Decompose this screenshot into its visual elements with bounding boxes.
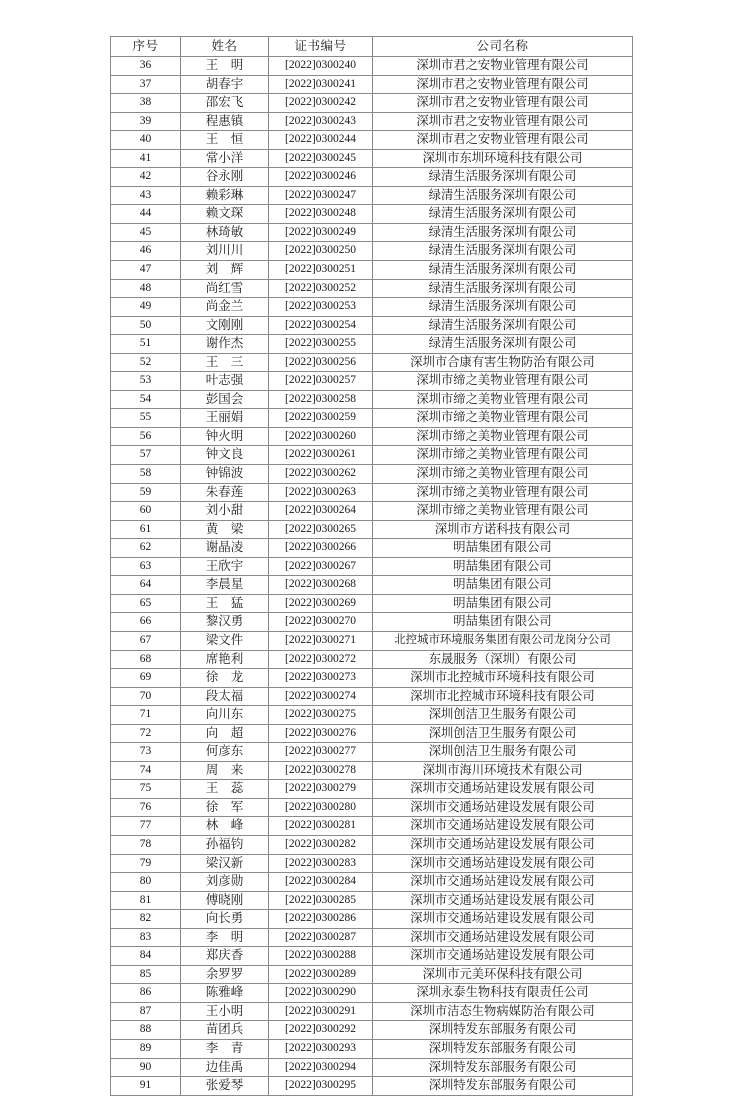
cell-person-name: 朱春莲 [181,483,269,502]
cell-company-name: 深圳市北控城市环境科技有限公司 [373,687,633,706]
column-header-name: 姓名 [181,37,269,57]
cell-sequence-number: 67 [111,631,181,650]
cell-sequence-number: 37 [111,75,181,94]
cell-company-name: 绿清生活服务深圳有限公司 [373,261,633,280]
cell-certificate-number: [2022]0300276 [269,724,373,743]
cell-person-name: 孙福钧 [181,835,269,854]
cell-company-name: 深圳市交通场站建设发展有限公司 [373,910,633,929]
cell-sequence-number: 48 [111,279,181,298]
table-row [111,984,633,1003]
cell-sequence-number: 63 [111,557,181,576]
cell-company-name: 深圳特发东部服务有限公司 [373,1039,633,1058]
table-row [111,780,633,799]
cell-company-name: 深圳市君之安物业管理有限公司 [373,131,633,150]
cell-person-name: 邵宏飞 [181,94,269,113]
cell-sequence-number: 76 [111,798,181,817]
table-row [111,669,633,688]
cell-sequence-number: 40 [111,131,181,150]
cell-company-name: 深圳市交通场站建设发展有限公司 [373,854,633,873]
cell-person-name: 席艳利 [181,650,269,669]
table-row [111,650,633,669]
cell-company-name: 深圳市交通场站建设发展有限公司 [373,891,633,910]
table-row [111,75,633,94]
cell-person-name: 向 超 [181,724,269,743]
cell-sequence-number: 36 [111,57,181,76]
cell-company-name: 明喆集团有限公司 [373,613,633,632]
table-row [111,687,633,706]
cell-company-name: 深圳市缔之美物业管理有限公司 [373,483,633,502]
cell-person-name: 尚红雪 [181,279,269,298]
cell-sequence-number: 66 [111,613,181,632]
cell-company-name: 深圳市北控城市环境科技有限公司 [373,669,633,688]
cell-company-name: 深圳市缔之美物业管理有限公司 [373,465,633,484]
table-row [111,94,633,113]
cell-person-name: 向川东 [181,706,269,725]
cell-certificate-number: [2022]0300273 [269,669,373,688]
cell-sequence-number: 39 [111,112,181,131]
cell-certificate-number: [2022]0300271 [269,631,373,650]
cell-sequence-number: 38 [111,94,181,113]
cell-person-name: 谷永刚 [181,168,269,187]
cell-company-name: 深圳市缔之美物业管理有限公司 [373,446,633,465]
cell-person-name: 赖彩琳 [181,186,269,205]
cell-company-name: 深圳创洁卫生服务有限公司 [373,743,633,762]
cell-certificate-number: [2022]0300255 [269,335,373,354]
cell-company-name: 深圳市缔之美物业管理有限公司 [373,502,633,521]
table-row [111,724,633,743]
cell-person-name: 张爱琴 [181,1077,269,1096]
cell-certificate-number: [2022]0300272 [269,650,373,669]
cell-person-name: 梁汉新 [181,854,269,873]
cell-company-name: 绿清生活服务深圳有限公司 [373,223,633,242]
table-row [111,409,633,428]
cell-person-name: 林 峰 [181,817,269,836]
cell-sequence-number: 58 [111,465,181,484]
cell-certificate-number: [2022]0300262 [269,465,373,484]
cell-company-name: 深圳市海川环境技术有限公司 [373,761,633,780]
cell-company-name: 深圳市交通场站建设发展有限公司 [373,798,633,817]
cell-company-name: 明喆集团有限公司 [373,539,633,558]
cell-company-name: 深圳特发东部服务有限公司 [373,1077,633,1096]
cell-person-name: 王 明 [181,57,269,76]
cell-sequence-number: 89 [111,1039,181,1058]
cell-sequence-number: 49 [111,298,181,317]
cell-certificate-number: [2022]0300287 [269,928,373,947]
cell-person-name: 林琦敏 [181,223,269,242]
table-row [111,427,633,446]
table-row [111,446,633,465]
table-row [111,223,633,242]
cell-sequence-number: 54 [111,390,181,409]
table-row [111,631,633,650]
cell-certificate-number: [2022]0300254 [269,316,373,335]
cell-person-name: 陈雅峰 [181,984,269,1003]
cell-certificate-number: [2022]0300264 [269,502,373,521]
cell-sequence-number: 59 [111,483,181,502]
cell-person-name: 边佳禹 [181,1058,269,1077]
cell-certificate-number: [2022]0300292 [269,1021,373,1040]
table-row [111,947,633,966]
table-row [111,242,633,261]
table-row [111,279,633,298]
cell-person-name: 王小明 [181,1002,269,1021]
cell-company-name: 绿清生活服务深圳有限公司 [373,168,633,187]
cell-person-name: 文刚刚 [181,316,269,335]
cell-company-name: 深圳市君之安物业管理有限公司 [373,75,633,94]
column-header-seq: 序号 [111,37,181,57]
cell-sequence-number: 75 [111,780,181,799]
column-header-cert: 证书编号 [269,37,373,57]
cell-company-name: 深圳市交通场站建设发展有限公司 [373,873,633,892]
cell-sequence-number: 77 [111,817,181,836]
cell-person-name: 何彦东 [181,743,269,762]
cell-sequence-number: 86 [111,984,181,1003]
cell-sequence-number: 79 [111,854,181,873]
cell-certificate-number: [2022]0300279 [269,780,373,799]
cell-sequence-number: 83 [111,928,181,947]
table-header-row [111,37,633,57]
cell-certificate-number: [2022]0300242 [269,94,373,113]
table-row [111,483,633,502]
cell-company-name: 深圳市交通场站建设发展有限公司 [373,780,633,799]
cell-company-name: 深圳市交通场站建设发展有限公司 [373,947,633,966]
cell-certificate-number: [2022]0300263 [269,483,373,502]
cell-sequence-number: 41 [111,149,181,168]
cell-certificate-number: [2022]0300283 [269,854,373,873]
table-row [111,613,633,632]
cell-certificate-number: [2022]0300256 [269,353,373,372]
cell-certificate-number: [2022]0300240 [269,57,373,76]
table-row [111,1077,633,1096]
cell-person-name: 梁文件 [181,631,269,650]
cell-company-name: 深圳市缔之美物业管理有限公司 [373,372,633,391]
table-row [111,168,633,187]
cell-person-name: 苗团兵 [181,1021,269,1040]
cell-sequence-number: 78 [111,835,181,854]
cell-company-name: 深圳永泰生物科技有限责任公司 [373,984,633,1003]
cell-company-name: 深圳市交通场站建设发展有限公司 [373,928,633,947]
cell-certificate-number: [2022]0300294 [269,1058,373,1077]
cell-certificate-number: [2022]0300281 [269,817,373,836]
cell-certificate-number: [2022]0300278 [269,761,373,780]
cell-person-name: 刘 辉 [181,261,269,280]
cell-company-name: 深圳创洁卫生服务有限公司 [373,724,633,743]
cell-person-name: 刘小甜 [181,502,269,521]
table-row [111,539,633,558]
cell-person-name: 常小洋 [181,149,269,168]
table-body [111,57,633,1096]
cell-company-name: 深圳市交通场站建设发展有限公司 [373,835,633,854]
cell-sequence-number: 60 [111,502,181,521]
cell-certificate-number: [2022]0300266 [269,539,373,558]
cell-sequence-number: 65 [111,594,181,613]
cell-sequence-number: 45 [111,223,181,242]
table-row [111,502,633,521]
cell-company-name: 深圳市缔之美物业管理有限公司 [373,390,633,409]
cell-certificate-number: [2022]0300280 [269,798,373,817]
table-row [111,817,633,836]
cell-certificate-number: [2022]0300245 [269,149,373,168]
cell-sequence-number: 88 [111,1021,181,1040]
cell-certificate-number: [2022]0300241 [269,75,373,94]
table-row [111,335,633,354]
cell-company-name: 深圳市缔之美物业管理有限公司 [373,427,633,446]
table-row [111,873,633,892]
cell-company-name: 深圳市君之安物业管理有限公司 [373,57,633,76]
cell-sequence-number: 87 [111,1002,181,1021]
cell-certificate-number: [2022]0300290 [269,984,373,1003]
table-row [111,761,633,780]
cell-sequence-number: 64 [111,576,181,595]
cell-person-name: 李 明 [181,928,269,947]
cell-certificate-number: [2022]0300267 [269,557,373,576]
cell-certificate-number: [2022]0300286 [269,910,373,929]
cell-certificate-number: [2022]0300248 [269,205,373,224]
cell-company-name: 深圳市洁态生物病媒防治有限公司 [373,1002,633,1021]
cell-certificate-number: [2022]0300274 [269,687,373,706]
cell-person-name: 黎汉勇 [181,613,269,632]
cell-sequence-number: 81 [111,891,181,910]
cell-company-name: 东晟服务（深圳）有限公司 [373,650,633,669]
cell-certificate-number: [2022]0300277 [269,743,373,762]
cell-company-name: 绿清生活服务深圳有限公司 [373,186,633,205]
cell-company-name: 绿清生活服务深圳有限公司 [373,279,633,298]
cell-sequence-number: 53 [111,372,181,391]
table-header [111,37,633,57]
cell-company-name: 深圳市君之安物业管理有限公司 [373,94,633,113]
cell-person-name: 钟锦波 [181,465,269,484]
cell-company-name: 绿清生活服务深圳有限公司 [373,335,633,354]
table-row [111,316,633,335]
cell-person-name: 王 蕊 [181,780,269,799]
cell-certificate-number: [2022]0300252 [269,279,373,298]
cell-certificate-number: [2022]0300285 [269,891,373,910]
cell-sequence-number: 62 [111,539,181,558]
cell-certificate-number: [2022]0300258 [269,390,373,409]
cell-person-name: 叶志强 [181,372,269,391]
cell-company-name: 深圳特发东部服务有限公司 [373,1021,633,1040]
cell-company-name: 深圳市交通场站建设发展有限公司 [373,817,633,836]
cell-sequence-number: 84 [111,947,181,966]
cell-certificate-number: [2022]0300246 [269,168,373,187]
table-row [111,390,633,409]
cell-sequence-number: 56 [111,427,181,446]
cell-sequence-number: 42 [111,168,181,187]
cell-certificate-number: [2022]0300243 [269,112,373,131]
table-row [111,149,633,168]
cell-person-name: 周 来 [181,761,269,780]
cell-person-name: 尚金兰 [181,298,269,317]
cell-certificate-number: [2022]0300268 [269,576,373,595]
cell-person-name: 王丽娟 [181,409,269,428]
cell-company-name: 深圳创洁卫生服务有限公司 [373,706,633,725]
cell-person-name: 钟火明 [181,427,269,446]
table-row [111,1002,633,1021]
table-row [111,57,633,76]
cell-company-name: 深圳市缔之美物业管理有限公司 [373,409,633,428]
cell-certificate-number: [2022]0300269 [269,594,373,613]
table-row [111,298,633,317]
cell-person-name: 傅晓刚 [181,891,269,910]
cell-sequence-number: 74 [111,761,181,780]
table-row [111,353,633,372]
cell-company-name: 绿清生活服务深圳有限公司 [373,298,633,317]
cell-sequence-number: 44 [111,205,181,224]
cell-person-name: 赖文琛 [181,205,269,224]
cell-certificate-number: [2022]0300257 [269,372,373,391]
table-row [111,261,633,280]
cell-person-name: 王 恒 [181,131,269,150]
table-row [111,1039,633,1058]
table-row [111,186,633,205]
table-row [111,520,633,539]
cell-certificate-number: [2022]0300251 [269,261,373,280]
cell-sequence-number: 43 [111,186,181,205]
cell-sequence-number: 47 [111,261,181,280]
cell-company-name: 深圳市君之安物业管理有限公司 [373,112,633,131]
cell-person-name: 黄 梁 [181,520,269,539]
cell-sequence-number: 52 [111,353,181,372]
table-row [111,131,633,150]
cell-sequence-number: 82 [111,910,181,929]
table-row [111,576,633,595]
cell-company-name: 绿清生活服务深圳有限公司 [373,242,633,261]
cell-certificate-number: [2022]0300260 [269,427,373,446]
table-row [111,465,633,484]
cell-person-name: 向长勇 [181,910,269,929]
cell-person-name: 胡春宇 [181,75,269,94]
cell-company-name: 深圳特发东部服务有限公司 [373,1058,633,1077]
table-row [111,835,633,854]
table-row [111,706,633,725]
cell-sequence-number: 68 [111,650,181,669]
cell-sequence-number: 73 [111,743,181,762]
cell-certificate-number: [2022]0300259 [269,409,373,428]
table-row [111,854,633,873]
cell-company-name: 绿清生活服务深圳有限公司 [373,316,633,335]
cell-certificate-number: [2022]0300250 [269,242,373,261]
table-row [111,112,633,131]
cell-person-name: 段太福 [181,687,269,706]
cell-person-name: 王 三 [181,353,269,372]
cell-person-name: 刘川川 [181,242,269,261]
cell-sequence-number: 57 [111,446,181,465]
cell-person-name: 徐 龙 [181,669,269,688]
cell-person-name: 谢作杰 [181,335,269,354]
table-row [111,372,633,391]
cell-person-name: 郑庆香 [181,947,269,966]
cell-certificate-number: [2022]0300253 [269,298,373,317]
column-header-company: 公司名称 [373,37,633,57]
cell-certificate-number: [2022]0300291 [269,1002,373,1021]
cell-person-name: 李晨星 [181,576,269,595]
cell-person-name: 刘彦勋 [181,873,269,892]
cell-certificate-number: [2022]0300288 [269,947,373,966]
cell-person-name: 徐 军 [181,798,269,817]
cell-company-name: 明喆集团有限公司 [373,557,633,576]
certificate-table [110,36,633,1096]
cell-certificate-number: [2022]0300295 [269,1077,373,1096]
cell-sequence-number: 91 [111,1077,181,1096]
cell-certificate-number: [2022]0300289 [269,965,373,984]
table-row [111,910,633,929]
cell-person-name: 王欣宇 [181,557,269,576]
cell-person-name: 李 青 [181,1039,269,1058]
cell-company-name: 明喆集团有限公司 [373,594,633,613]
cell-certificate-number: [2022]0300275 [269,706,373,725]
cell-certificate-number: [2022]0300247 [269,186,373,205]
cell-sequence-number: 69 [111,669,181,688]
cell-sequence-number: 50 [111,316,181,335]
cell-person-name: 钟文良 [181,446,269,465]
cell-certificate-number: [2022]0300244 [269,131,373,150]
cell-sequence-number: 46 [111,242,181,261]
cell-company-name: 深圳市东圳环境科技有限公司 [373,149,633,168]
table-row [111,798,633,817]
cell-sequence-number: 51 [111,335,181,354]
cell-sequence-number: 85 [111,965,181,984]
table-row [111,1021,633,1040]
cell-certificate-number: [2022]0300261 [269,446,373,465]
cell-certificate-number: [2022]0300270 [269,613,373,632]
table-row [111,594,633,613]
cell-company-name: 绿清生活服务深圳有限公司 [373,205,633,224]
table-row [111,965,633,984]
cell-sequence-number: 72 [111,724,181,743]
cell-certificate-number: [2022]0300265 [269,520,373,539]
cell-person-name: 王 猛 [181,594,269,613]
cell-person-name: 程惠镇 [181,112,269,131]
cell-person-name: 余罗罗 [181,965,269,984]
cell-company-name: 深圳市方诺科技有限公司 [373,520,633,539]
cell-person-name: 谢晶凌 [181,539,269,558]
cell-sequence-number: 55 [111,409,181,428]
cell-company-name: 明喆集团有限公司 [373,576,633,595]
cell-certificate-number: [2022]0300284 [269,873,373,892]
cell-certificate-number: [2022]0300249 [269,223,373,242]
table-row [111,205,633,224]
cell-company-name: 深圳市元美环保科技有限公司 [373,965,633,984]
cell-certificate-number: [2022]0300293 [269,1039,373,1058]
table-row [111,557,633,576]
table-row [111,891,633,910]
cell-sequence-number: 61 [111,520,181,539]
cell-company-name: 北控城市环境服务集团有限公司龙岗分公司 [373,631,633,650]
cell-sequence-number: 80 [111,873,181,892]
cell-certificate-number: [2022]0300282 [269,835,373,854]
table-row [111,743,633,762]
table-row [111,928,633,947]
cell-person-name: 彭国会 [181,390,269,409]
cell-sequence-number: 70 [111,687,181,706]
cell-company-name: 深圳市合康有害生物防治有限公司 [373,353,633,372]
cell-sequence-number: 71 [111,706,181,725]
cell-sequence-number: 90 [111,1058,181,1077]
table-row [111,1058,633,1077]
